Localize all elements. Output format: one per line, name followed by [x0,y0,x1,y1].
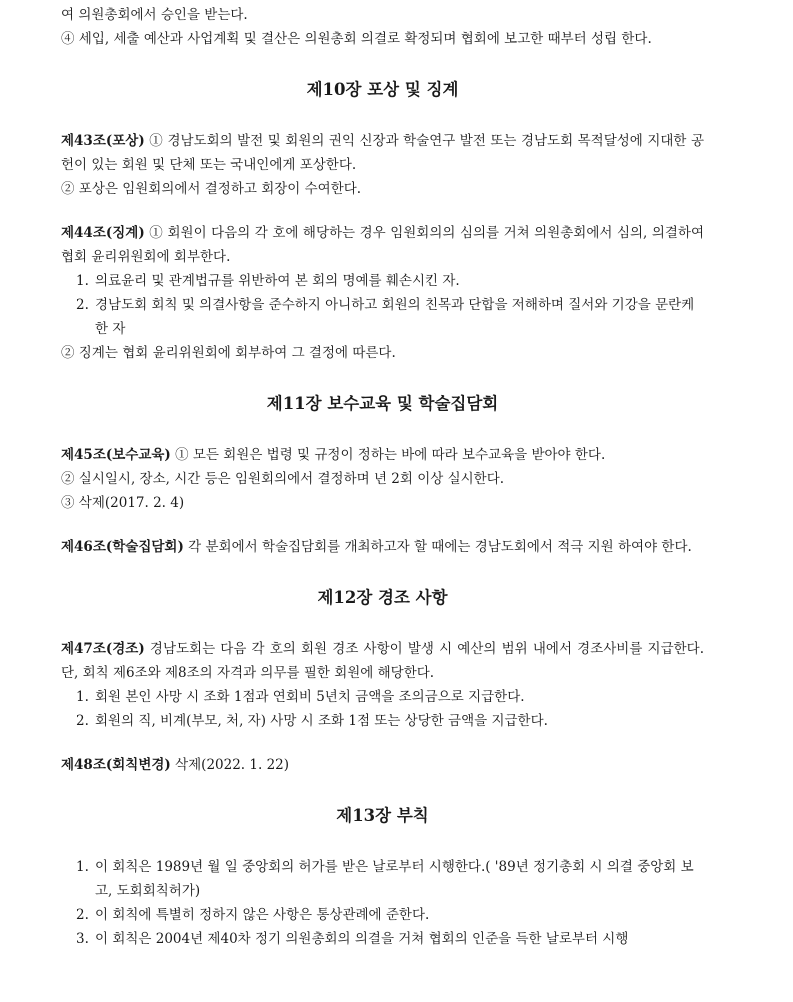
chapter-12-title: 제12장 경조 사항 [317,588,448,607]
chapter-11-title: 제11장 보수교육 및 학술집담회 [266,394,499,413]
list-item: 3. 이 회칙은 2004년 제40차 정기 의원총회의 의결을 거쳐 협회의 인준을 득한 날로부터 시행 [76,931,629,947]
article-43 [61,129,704,177]
article-44-title: 제44조(징계) [61,225,145,241]
article-44-items [61,269,704,341]
list-item: 2. 이 회칙에 특별히 정하지 않은 사항은 통상관례에 준한다. [76,907,430,923]
article-48 [61,753,704,777]
article-43-paragraph-1: ① 경남도회의 발전 및 회원의 권익 신장과 학술연구 발전 또는 경남도회 목적달성에 지대한 공헌이 있는 회원 및 단체 또는 국내인에게 포상한다. [61,133,704,173]
list-item: 2. 회원의 직, 비계(부모, 처, 자) 사망 시 조화 1점 또는 상당한 금액을 지급한다. [76,713,548,729]
chapter-10-title: 제10장 포상 및 징계 [306,80,459,99]
article-46-paragraph-1: 각 분회에서 학술집담회를 개최하고자 할 때에는 경남도회에서 적극 지원 하여야 한다. [183,539,692,555]
article-47-paragraph-1: 경남도회는 다음 각 호의 회원 경조 사항이 발생 시 예산의 범위 내에서 경조사비를 지급한다. 단, 회칙 제6조와 제8조의 자격과 의무를 필한 회원에 해당한다. [61,641,704,681]
article-47-title: 제47조(경조) [61,641,145,657]
article-46 [61,535,704,559]
list-item: 1. 의료윤리 및 관계법규를 위반하여 본 회의 명예를 훼손시킨 자. [76,273,460,289]
article-46-title: 제46조(학술집담회) [61,539,184,555]
article-45-paragraph-2: ② 실시일시, 장소, 시간 등은 임원회의에서 결정하며 년 2회 이상 실시한다. [61,471,505,487]
article-47-items [61,685,704,733]
supplementary-items [61,855,704,951]
list-item: 1. 회원 본인 사망 시 조화 1점과 연회비 5년치 금액을 조의금으로 지급한다. [76,689,525,705]
article-45 [61,443,704,467]
chapter-13-title: 제13장 부칙 [336,806,429,825]
article-48-paragraph-1: 삭제(2022. 1. 22) [170,757,290,773]
continued-line: 여 의원총회에서 승인을 받는다. [61,7,248,23]
list-item: 1. 이 회칙은 1989년 월 일 중앙회의 허가를 받은 날로부터 시행한다.( '89년 정기총회 시 의결 중앙회 보고, 도회회칙허가) [76,859,694,899]
list-item: 2. 경남도회 회칙 및 의결사항을 준수하지 아니하고 회원의 친목과 단합을 저해하며 질서와 기강을 문란케 한 자 [76,297,695,337]
article-44 [61,221,704,269]
article-45-paragraph-1: ① 모든 회원은 법령 및 규정이 정하는 바에 따라 보수교육을 받아야 한다. [170,447,606,463]
article-45-paragraph-3: ③ 삭제(2017. 2. 4) [61,495,185,511]
article-48-title: 제48조(회칙변경) [61,757,171,773]
article-45-title: 제45조(보수교육) [61,447,171,463]
article-44-paragraph-2: ② 징계는 협회 윤리위원회에 회부하여 그 결정에 따른다. [61,345,396,361]
article-44-paragraph-1: ① 회원이 다음의 각 호에 해당하는 경우 임원회의의 심의를 거쳐 의원총회에서 심의, 의결하여 협회 윤리위원회에 회부한다. [61,225,704,265]
article-43-title: 제43조(포상) [61,133,145,149]
document-page [61,3,704,951]
article-42-paragraph-4: ④ 세입, 세출 예산과 사업계획 및 결산은 의원총회 의결로 확정되며 협회에 보고한 때부터 성립 한다. [61,31,652,47]
article-47 [61,637,704,685]
article-43-paragraph-2: ② 포상은 임원회의에서 결정하고 회장이 수여한다. [61,181,362,197]
